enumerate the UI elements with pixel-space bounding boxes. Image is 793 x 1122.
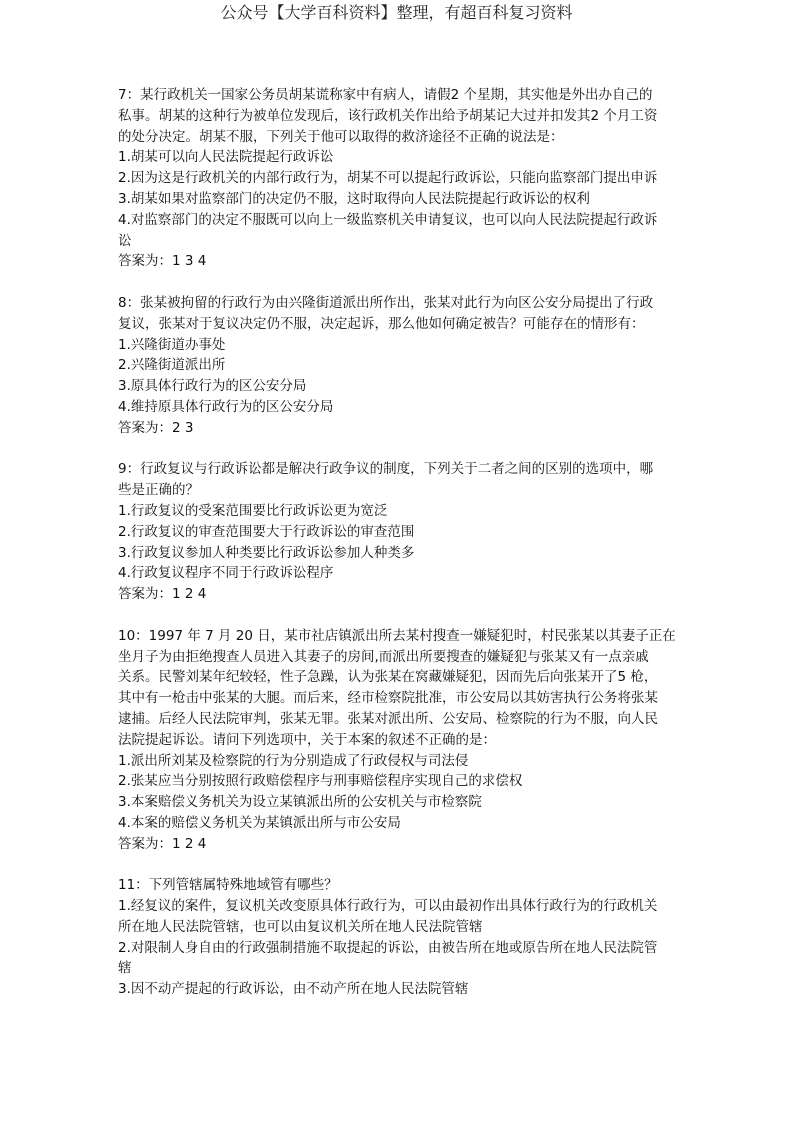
document-body xyxy=(118,85,688,1021)
question-7 xyxy=(118,85,688,272)
text-line: 11：下列管辖属特殊地域管有哪些？ xyxy=(118,877,338,894)
option-line: 2.兴隆街道派出所 xyxy=(118,357,226,374)
text-line: 的处分决定。胡某不服，下列关于他可以取得的救济途径不正确的说法是： xyxy=(118,128,564,145)
text-line: 些是正确的？ xyxy=(118,482,199,499)
option-line: 2.因为这是行政机关的内部行政行为，胡某不可以提起行政诉讼，只能向监察部门提出申诉 xyxy=(118,170,658,187)
option-line: 2.对限制人身自由的行政强制措施不取提起的诉讼，由被告所在地或原告所在地人民法院管 xyxy=(118,939,658,956)
answer-line: 答案为：2 3 xyxy=(118,419,194,436)
answer-line: 答案为：1 2 4 xyxy=(118,835,207,852)
text-line: 关系。民警刘某年纪较轻，性子急躁，认为张某在窝藏嫌疑犯，因而先后向张某开了5 枪， xyxy=(118,669,658,686)
page-header: 公众号【大学百科资料】整理，有超百科复习资料 xyxy=(220,3,573,22)
option-line: 3.因不动产提起的行政诉讼，由不动产所在地人民法院管辖 xyxy=(118,981,469,998)
option-line: 1.胡某可以向人民法院提起行政诉讼 xyxy=(118,149,334,166)
text-line: 9：行政复议与行政诉讼都是解决行政争议的制度，下列关于二者之间的区别的选项中，哪 xyxy=(118,461,654,478)
option-line: 2.张某应当分别按照行政赔偿程序与刑事赔偿程序实现自己的求偿权 xyxy=(118,773,523,790)
option-line: 1.经复议的案件，复议机关改变原具体行政行为，可以由最初作出具体行政行为的行政机关 xyxy=(118,898,658,915)
text-line: 坐月子为由拒绝搜查人员进入其妻子的房间,而派出所要搜查的嫌疑犯与张某又有一点亲戚 xyxy=(118,648,649,665)
question-10 xyxy=(118,626,688,855)
option-line: 1.兴隆街道办事处 xyxy=(118,336,226,353)
option-line: 1.派出所刘某及检察院的行为分别造成了行政侵权与司法侵 xyxy=(118,752,469,769)
option-line: 1.行政复议的受案范围要比行政诉讼更为宽泛 xyxy=(118,502,388,519)
text-line: 10：1997 年 7 月 20 日，某市社店镇派出所去某村搜查一嫌疑犯时，村民张某以其妻子正在 xyxy=(118,627,676,644)
question-11 xyxy=(118,875,688,1000)
text-line: 8：张某被拘留的行政行为由兴隆街道派出所作出，张某对此行为向区公安分局提出了行政 xyxy=(118,294,654,311)
question-9 xyxy=(118,459,688,605)
question-8 xyxy=(118,293,688,439)
text-line: 其中有一枪击中张某的大腿。而后来，经市检察院批准，市公安局以其妨害执行公务将张某 xyxy=(118,690,658,707)
option-line: 4.维持原具体行政行为的区公安分局 xyxy=(118,398,334,415)
option-line: 3.原具体行政行为的区公安分局 xyxy=(118,378,307,395)
text-line: 私事。胡某的这种行为被单位发现后，该行政机关作出给予胡某记大过并扣发其2 个月工资 xyxy=(118,107,658,124)
option-line: 讼 xyxy=(118,232,132,249)
option-line: 3.行政复议参加人种类要比行政诉讼参加人种类多 xyxy=(118,544,415,561)
text-line: 法院提起诉讼。请问下列选项中，关于本案的叙述不正确的是： xyxy=(118,731,496,748)
answer-line: 答案为：1 3 4 xyxy=(118,253,207,270)
text-line: 逮捕。后经人民法院审判，张某无罪。张某对派出所、公安局、检察院的行为不服，向人民 xyxy=(118,710,658,727)
option-line: 3.胡某如果对监察部门的决定仍不服，这时取得向人民法院提起行政诉讼的权利 xyxy=(118,190,590,207)
option-line: 4.行政复议程序不同于行政诉讼程序 xyxy=(118,565,334,582)
answer-line: 答案为：1 2 4 xyxy=(118,586,207,603)
text-line: 7：某行政机关一国家公务员胡某谎称家中有病人，请假2 个星期，其实他是外出办自己的 xyxy=(118,87,653,103)
option-line: 4.本案的赔偿义务机关为某镇派出所与市公安局 xyxy=(118,814,401,831)
option-line: 所在地人民法院管辖，也可以由复议机关所在地人民法院管辖 xyxy=(118,918,483,935)
option-line: 辖 xyxy=(118,960,132,977)
option-line: 4.对监察部门的决定不服既可以向上一级监察机关申请复议，也可以向人民法院提起行政诉 xyxy=(118,211,658,228)
option-line: 3.本案赔偿义务机关为设立某镇派出所的公安机关与市检察院 xyxy=(118,794,482,811)
option-line: 2.行政复议的审查范围要大于行政诉讼的审查范围 xyxy=(118,523,415,540)
text-line: 复议，张某对于复议决定仍不服，决定起诉，那么他如何确定被告？可能存在的情形有： xyxy=(118,315,645,332)
